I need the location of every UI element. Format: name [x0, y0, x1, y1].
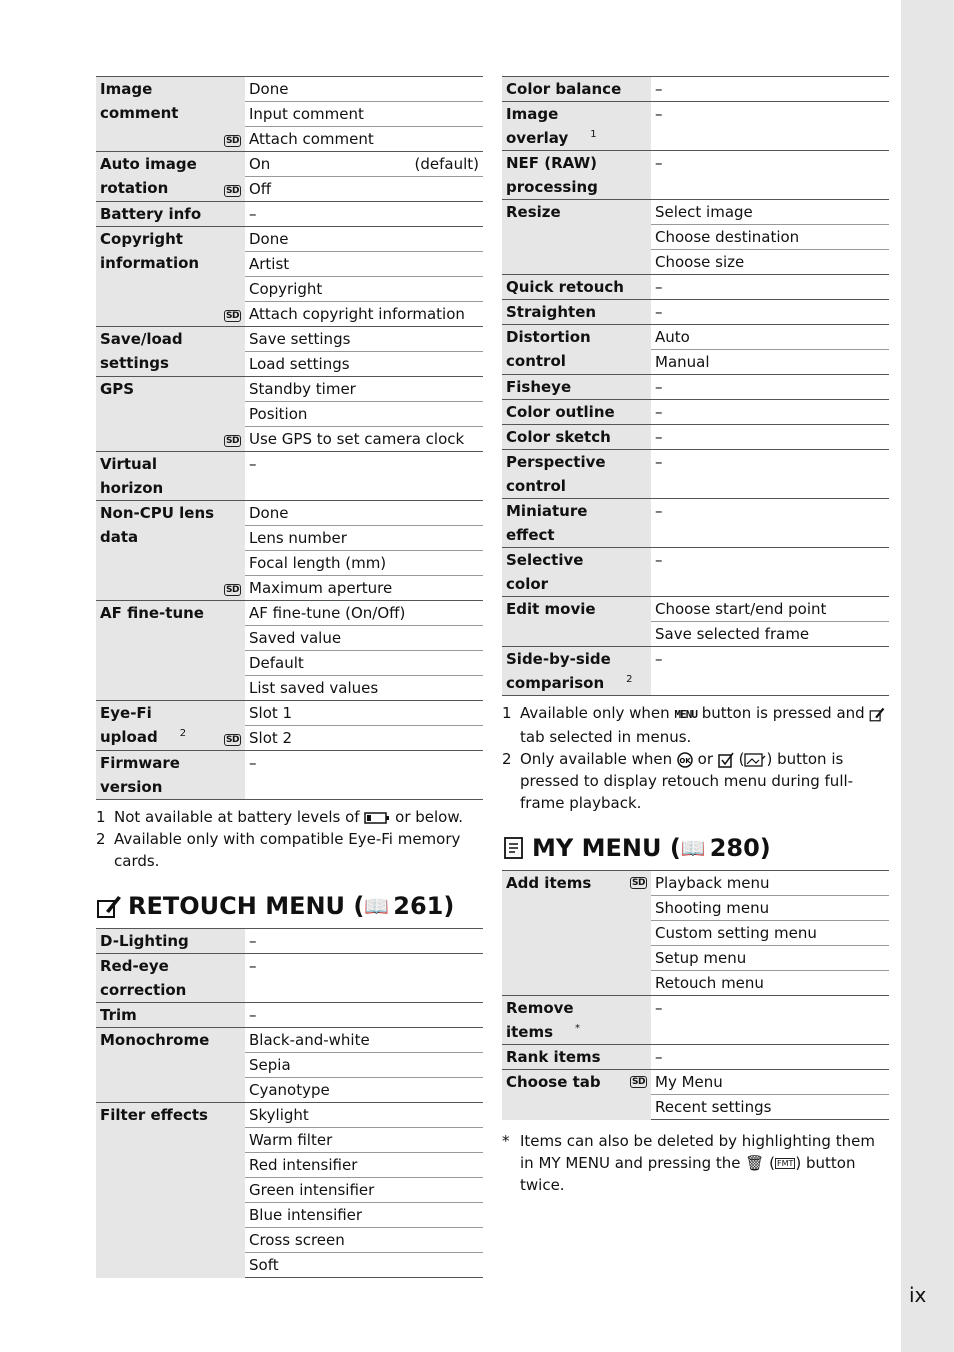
setup-menu-table [96, 76, 483, 800]
my-menu-icon [502, 835, 526, 861]
menu-option: Black-and-white [245, 1028, 483, 1053]
footnote-marker: 1 [590, 129, 597, 140]
table-row [502, 1070, 889, 1095]
retouch-check-icon [718, 752, 734, 768]
table-row [502, 597, 889, 622]
menu-option: Done [245, 501, 483, 526]
menu-option: – [651, 499, 889, 548]
menu-option: – [651, 548, 889, 597]
sd-card-icon: SD [226, 436, 239, 446]
menu-option: – [651, 102, 889, 151]
menu-option: – [651, 275, 889, 300]
menu-option: – [651, 425, 889, 450]
menu-option: Attach copyright information [245, 302, 483, 327]
menu-option: – [651, 77, 889, 102]
retouch-footnote-1: 1 Available only when MENU button is pressed and tab selected in menus. [502, 702, 889, 748]
menu-option: Cyanotype [245, 1078, 483, 1103]
sd-card-icon: SD [632, 878, 645, 888]
retouch-tab-icon [869, 706, 885, 722]
menu-option: Warm filter [245, 1128, 483, 1153]
footnote-marker: * [575, 1023, 581, 1034]
menu-option: – [651, 375, 889, 400]
menu-item-name: Color balance [502, 77, 651, 102]
menu-option: – [245, 954, 483, 1003]
menu-item-name: Image overlay $^1$ [502, 102, 651, 151]
retouch-menu-table-left [96, 928, 483, 1278]
menu-option: – [651, 400, 889, 425]
table-row [502, 102, 889, 151]
table-row [502, 871, 889, 896]
table-row [502, 1045, 889, 1070]
sd-card-icon: SD [226, 186, 239, 196]
menu-option: My Menu [651, 1070, 889, 1095]
menu-option: Retouch menu [651, 971, 889, 996]
menu-option: – [245, 929, 483, 954]
battery-low-icon [364, 812, 390, 824]
menu-option: Custom setting menu [651, 921, 889, 946]
menu-option: Use GPS to set camera clock [245, 427, 483, 452]
table-row [502, 499, 889, 548]
menu-option: – [245, 452, 483, 501]
menu-item-name: Remove items * [502, 996, 651, 1045]
table-row [96, 701, 483, 726]
sd-card-icon: SD [226, 585, 239, 595]
menu-option: AF fine-tune (On/Off) [245, 601, 483, 626]
default-label: (default) [414, 155, 479, 173]
menu-item-name: Virtual horizon [96, 452, 245, 501]
menu-option: – [245, 202, 483, 227]
menu-item-name: Battery info [96, 202, 245, 227]
menu-option: Skylight [245, 1103, 483, 1128]
setup-notes [96, 806, 483, 872]
table-row [96, 1103, 483, 1128]
menu-option: Select image [651, 200, 889, 225]
menu-option: – [245, 751, 483, 800]
table-row [502, 425, 889, 450]
table-row [502, 450, 889, 499]
menu-option: Slot 2 [245, 726, 483, 751]
table-row [502, 375, 889, 400]
table-row [96, 501, 483, 526]
menu-item-name: Monochrome [96, 1028, 245, 1103]
menu-option: – [245, 1003, 483, 1028]
menu-item-name: Distortion control [502, 325, 651, 375]
table-row [96, 1003, 483, 1028]
menu-item-name: Filter effects [96, 1103, 245, 1278]
menu-item-name: Choose tab SD [502, 1070, 651, 1120]
menu-option: Save settings [245, 327, 483, 352]
table-row [96, 77, 483, 102]
menu-option: Manual [651, 350, 889, 375]
footnote-2: 2 Available only with compatible Eye-Fi memory cards. [96, 830, 461, 870]
menu-option: – [651, 151, 889, 200]
menu-option: Choose size [651, 250, 889, 275]
menu-option: Focal length (mm) [245, 551, 483, 576]
book-reference-icon: 📖 [680, 836, 706, 860]
format-button-icon: FMT [776, 1159, 794, 1168]
menu-option: – [651, 647, 889, 696]
table-row [502, 77, 889, 102]
menu-option: – [651, 450, 889, 499]
menu-option: Red intensifier [245, 1153, 483, 1178]
menu-option: Load settings [245, 352, 483, 377]
retouch-notes [502, 702, 889, 814]
menu-option: Lens number [245, 526, 483, 551]
menu-item-name: Red-eye correction [96, 954, 245, 1003]
menu-item-name: Trim [96, 1003, 245, 1028]
table-row [502, 300, 889, 325]
table-row [502, 275, 889, 300]
left-column [96, 76, 483, 1278]
menu-option: Choose destination [651, 225, 889, 250]
my-menu-table [502, 870, 889, 1120]
menu-item-name: Perspective control [502, 450, 651, 499]
table-row [96, 601, 483, 626]
table-row [96, 751, 483, 800]
ok-button-icon [677, 752, 693, 768]
table-row [96, 452, 483, 501]
side-strip [901, 0, 954, 1352]
menu-option: Done [245, 77, 483, 102]
table-row [502, 548, 889, 597]
menu-option: Playback menu [651, 871, 889, 896]
table-row [96, 377, 483, 402]
menu-option: Off [245, 177, 483, 202]
footnote-marker: 2 [179, 728, 187, 739]
sd-card-icon: SD [226, 735, 239, 745]
table-row [96, 929, 483, 954]
table-row [96, 954, 483, 1003]
book-reference-icon: 📖 [364, 894, 390, 918]
menu-option: Default [245, 651, 483, 676]
menu-option: Input comment [245, 102, 483, 127]
my-menu-heading: MY MENU ( 📖 280) [502, 834, 889, 862]
menu-item-name: Straighten [502, 300, 651, 325]
menu-item-name: Image comment SD [96, 77, 245, 152]
retouch-footnote-2: 2 Only available when OK or ( ) button is pressed to display retouch menu during full-frame playback. [502, 750, 854, 812]
menu-item-name: GPS SD [96, 377, 245, 452]
menu-item-name: Edit movie [502, 597, 651, 647]
table-row [502, 996, 889, 1045]
menu-item-name: Non-CPU lens data SD [96, 501, 245, 601]
table-row [96, 227, 483, 252]
menu-item-name: Color outline [502, 400, 651, 425]
menu-item-name: Auto image rotation SD [96, 152, 245, 202]
sd-card-icon: SD [226, 311, 239, 321]
table-row [96, 202, 483, 227]
menu-option: Slot 1 [245, 701, 483, 726]
table-row [502, 200, 889, 225]
menu-option: Maximum aperture [245, 576, 483, 601]
menu-item-name: Save/load settings [96, 327, 245, 377]
menu-option: Attach comment [245, 127, 483, 152]
menu-item-name: Add items SD [502, 871, 651, 996]
menu-item-name: AF fine-tune [96, 601, 245, 701]
menu-item-name: Quick retouch [502, 275, 651, 300]
retouch-menu-heading: RETOUCH MENU ( 📖 261) [96, 892, 483, 920]
menu-option: On (default) [245, 152, 483, 177]
menu-option: Green intensifier [245, 1178, 483, 1203]
svg-text:OK: OK [679, 756, 691, 765]
sd-card-icon: SD [226, 136, 239, 146]
menu-option: Cross screen [245, 1228, 483, 1253]
menu-option: List saved values [245, 676, 483, 701]
my-menu-notes [502, 1130, 889, 1196]
menu-option: Sepia [245, 1053, 483, 1078]
menu-option: Choose start/end point [651, 597, 889, 622]
menu-option: Shooting menu [651, 896, 889, 921]
menu-option: Done [245, 227, 483, 252]
menu-option: Standby timer [245, 377, 483, 402]
sd-card-icon: SD [632, 1077, 645, 1087]
menu-option: Soft [245, 1253, 483, 1278]
menu-item-name: Miniature effect [502, 499, 651, 548]
retouch-brush-icon [96, 893, 122, 919]
menu-option: Save selected frame [651, 622, 889, 647]
menu-button-icon: MENU [674, 708, 697, 721]
my-menu-footnote: * Items can also be deleted by highlighting them in MY MENU and pressing the 🗑 ( FMT ) button twice. [502, 1132, 875, 1194]
menu-item-name: Side-by-side comparison $^2$ [502, 647, 651, 696]
menu-item-name: Selective color [502, 548, 651, 597]
menu-option: – [651, 300, 889, 325]
table-row [502, 647, 889, 696]
menu-item-name: D-Lighting [96, 929, 245, 954]
menu-option: – [651, 1045, 889, 1070]
menu-option: Artist [245, 252, 483, 277]
table-row [502, 151, 889, 200]
trash-icon: 🗑 [745, 1154, 765, 1172]
table-row [96, 327, 483, 352]
table-row [502, 325, 889, 350]
menu-item-name: Fisheye [502, 375, 651, 400]
image-edit-icon [744, 753, 766, 767]
menu-item-name: Resize [502, 200, 651, 275]
menu-option: – [651, 996, 889, 1045]
menu-option: Setup menu [651, 946, 889, 971]
menu-item-name: Copyright information SD [96, 227, 245, 327]
menu-item-name: Eye-Fi upload $^2$ SD [96, 701, 245, 751]
menu-item-name: Rank items [502, 1045, 651, 1070]
right-column [502, 76, 889, 1196]
menu-option: Copyright [245, 277, 483, 302]
table-row [96, 152, 483, 177]
menu-option: Auto [651, 325, 889, 350]
retouch-menu-table-right [502, 76, 889, 696]
menu-option: Saved value [245, 626, 483, 651]
menu-option: Recent settings [651, 1095, 889, 1120]
menu-item-name: Firmware version [96, 751, 245, 800]
footnote-marker: 2 [626, 674, 633, 685]
footnote-1: 1 Not available at battery levels of or below. [96, 808, 464, 826]
table-row [96, 1028, 483, 1053]
table-row [502, 400, 889, 425]
page-number: ix [909, 1283, 927, 1307]
menu-item-name: NEF (RAW) processing [502, 151, 651, 200]
menu-option: Blue intensifier [245, 1203, 483, 1228]
menu-option: Position [245, 402, 483, 427]
menu-item-name: Color sketch [502, 425, 651, 450]
